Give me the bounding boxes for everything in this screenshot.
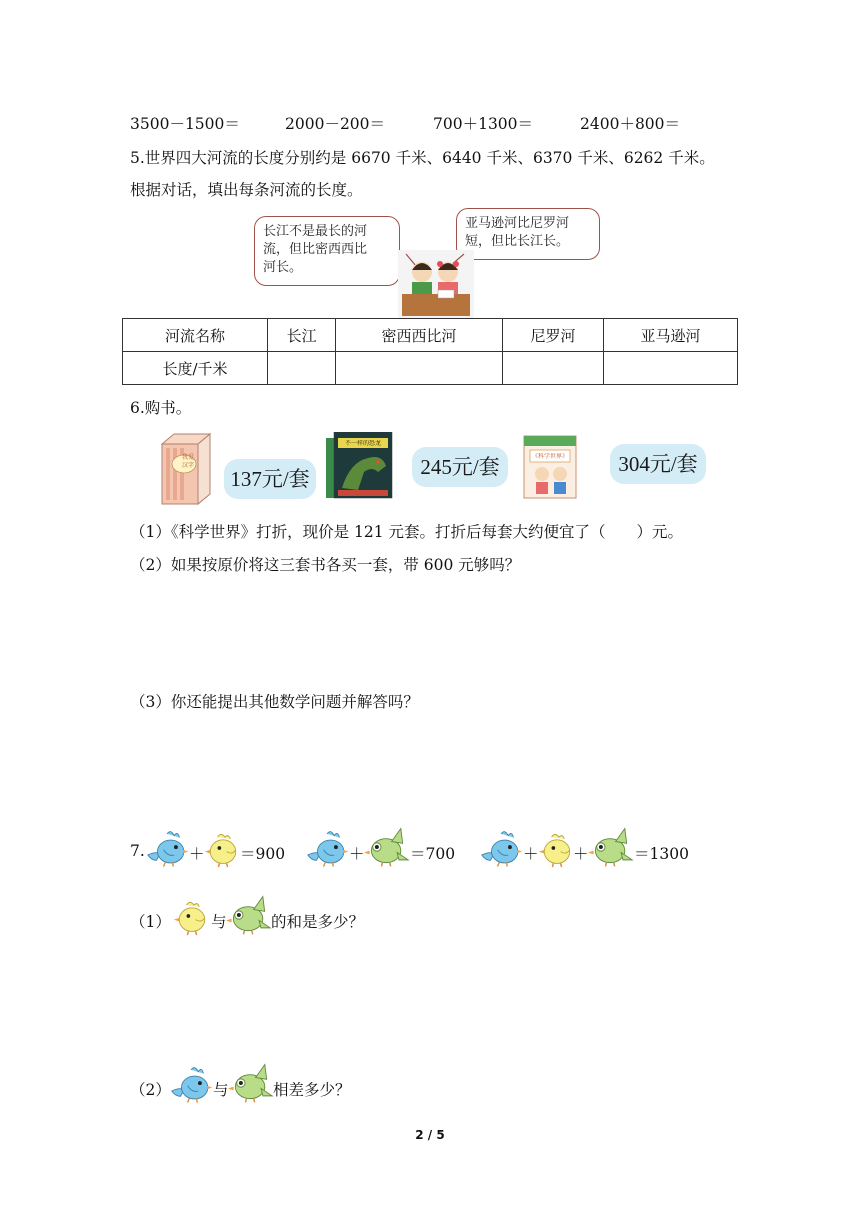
answer-cell-amazon[interactable] bbox=[604, 352, 738, 385]
book3-label: 《科学世界》 bbox=[531, 453, 568, 460]
equation-result: ＝1300 bbox=[634, 845, 689, 863]
q6-sub1: （1）《科学世界》打折，现价是 121 元套。打折后每套大约便宜了（ ）元。 bbox=[130, 523, 684, 541]
table-header-cell: 密西西比河 bbox=[336, 319, 503, 352]
plus-sign: ＋ bbox=[523, 845, 539, 863]
yellow-bird-icon bbox=[203, 828, 243, 868]
q7-sub1-prefix: （1） bbox=[130, 913, 171, 931]
q6-sub3: （3）你还能提出其他数学问题并解答吗？ bbox=[130, 693, 419, 711]
answer-cell-nile[interactable] bbox=[502, 352, 603, 385]
page-number: 2 / 5 bbox=[415, 1128, 445, 1142]
q7-sub1-mid: 与 bbox=[211, 913, 227, 931]
blue-bird-icon bbox=[306, 828, 350, 868]
blue-bird-icon bbox=[170, 1064, 214, 1104]
speech-bubble-right bbox=[456, 208, 600, 260]
river-table bbox=[122, 318, 738, 385]
green-bird-icon bbox=[228, 1062, 274, 1104]
q6-title: 6.购书。 bbox=[130, 399, 192, 417]
calc-item: 3500－1500＝ bbox=[130, 115, 240, 133]
bubble-text: 河长。 bbox=[263, 260, 303, 275]
price-tag-book2: 245元/套 bbox=[412, 447, 508, 487]
green-bird-icon bbox=[588, 826, 634, 868]
plus-sign: ＋ bbox=[573, 845, 589, 863]
blue-bird-icon bbox=[146, 828, 190, 868]
book2-label: 不一样的恐龙 bbox=[344, 440, 381, 447]
yellow-bird-icon bbox=[537, 828, 577, 868]
plus-sign: ＋ bbox=[189, 845, 205, 863]
table-header-cell: 河流名称 bbox=[123, 319, 268, 352]
q7-label: 7. bbox=[130, 842, 145, 860]
book1-label-line: 汉字 bbox=[181, 462, 194, 469]
table-header-cell: 长江 bbox=[268, 319, 336, 352]
plus-sign: ＋ bbox=[349, 845, 365, 863]
q5-line2: 根据对话，填出每条河流的长度。 bbox=[130, 181, 363, 199]
calc-item: 2400＋800＝ bbox=[580, 115, 681, 133]
table-row bbox=[123, 352, 738, 385]
table-header-cell: 亚马逊河 bbox=[604, 319, 738, 352]
calc-item: 700＋1300＝ bbox=[433, 115, 534, 133]
yellow-bird-icon bbox=[172, 896, 212, 936]
bubble-text: 短，但比长江长。 bbox=[465, 234, 570, 249]
calc-item: 2000－200＝ bbox=[285, 115, 386, 133]
q5-line1: 5.世界四大河流的长度分别约是 6670 千米、6440 千米、6370 千米、6262 千米。 bbox=[130, 149, 715, 167]
bubble-text: 长江不是最长的河 bbox=[263, 224, 368, 239]
equation-result: ＝900 bbox=[240, 845, 286, 863]
q6-sub2: （2）如果按原价将这三套书各买一套，带 600 元够吗？ bbox=[130, 556, 521, 574]
q7-sub2-prefix: （2） bbox=[130, 1081, 171, 1099]
price-tag-book1: 137元/套 bbox=[224, 459, 316, 499]
speech-bubble-left bbox=[254, 216, 400, 286]
book1-label bbox=[175, 454, 201, 470]
q7-sub1-suffix: 的和是多少？ bbox=[271, 913, 365, 931]
children-illustration bbox=[398, 250, 474, 318]
green-bird-icon bbox=[364, 826, 410, 868]
book1-label-line: 我爱 bbox=[181, 454, 194, 461]
bubble-text: 亚马逊河比尼罗河 bbox=[465, 216, 570, 231]
green-bird-icon bbox=[226, 894, 272, 936]
table-header-row bbox=[123, 319, 738, 352]
q7-sub2-mid: 与 bbox=[213, 1081, 229, 1099]
table-row-label: 长度/千米 bbox=[123, 352, 268, 385]
equation-result: ＝700 bbox=[410, 845, 456, 863]
table-header-cell: 尼罗河 bbox=[502, 319, 603, 352]
book-science-world-image bbox=[522, 432, 580, 500]
bubble-text: 流，但比密西西比 bbox=[263, 242, 368, 257]
answer-cell-mississippi[interactable] bbox=[336, 352, 503, 385]
answer-cell-changjiang[interactable] bbox=[268, 352, 336, 385]
q7-sub2-suffix: 相差多少？ bbox=[273, 1081, 351, 1099]
blue-bird-icon bbox=[480, 828, 524, 868]
calc-row bbox=[130, 112, 730, 132]
price-tag-book3: 304元/套 bbox=[610, 444, 706, 484]
